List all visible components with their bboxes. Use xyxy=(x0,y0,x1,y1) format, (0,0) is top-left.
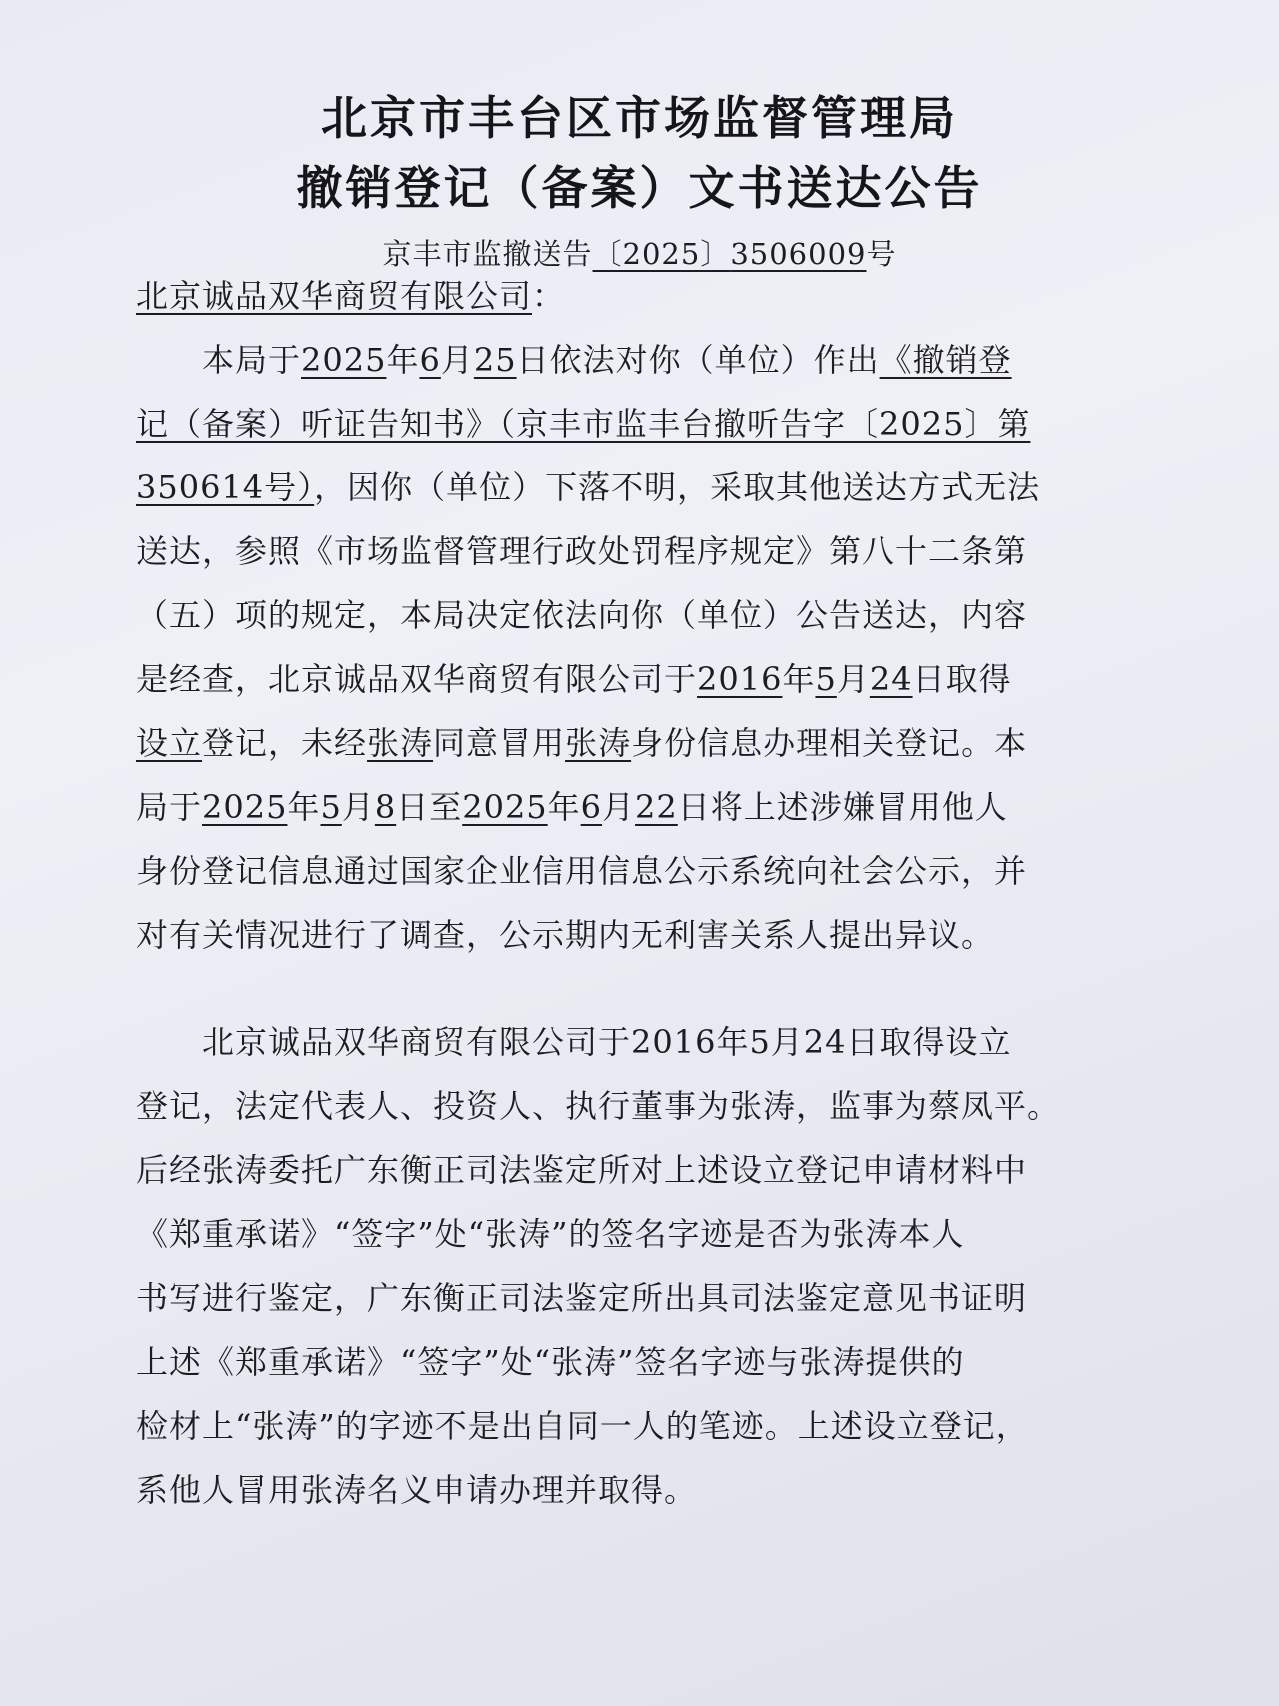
document-number-ref: 350614号） xyxy=(136,468,315,506)
para2-line-7: 检材上“张涛”的字迹不是出自同一人的笔迹。上述设立登记， xyxy=(136,1407,1029,1445)
text-run: 年 xyxy=(287,788,321,826)
page-title-line-1: 北京市丰台区市场监督管理局 xyxy=(321,91,958,145)
date-month: 5 xyxy=(320,788,342,826)
date-day: 22 xyxy=(635,788,678,826)
text-run: 登记，未经 xyxy=(202,724,368,762)
para1-line-8 xyxy=(136,787,1146,827)
document-number xyxy=(0,232,1279,273)
date-day: 25 xyxy=(473,341,517,379)
text-run: ，因你（单位）下落不明，采取其他送达方式无法 xyxy=(314,468,1041,506)
para1-line-1 xyxy=(202,340,1146,380)
person-name: 张涛 xyxy=(367,724,434,762)
text-run: 是经查，北京诚品双华商贸有限公司于 xyxy=(136,660,698,698)
registration-type: 设立 xyxy=(136,724,203,762)
text-run: 月 xyxy=(341,788,375,826)
date-month: 5 xyxy=(815,660,837,698)
date-year: 2025 xyxy=(202,788,288,826)
text-run: 日将上述涉嫌冒用他人 xyxy=(677,788,1008,826)
para1-line-2: 记（备案）听证告知书》（京丰市监丰台撤听告字〔2025〕第 xyxy=(136,405,1031,443)
text-run: 日依法对你（单位）作出 xyxy=(516,341,880,379)
para1-line-10: 对有关情况进行了调查，公示期内无利害关系人提出异议。 xyxy=(136,916,995,954)
para2-line-6: 上述《郑重承诺》“签字”处“张涛”签名字迹与张涛提供的 xyxy=(136,1343,965,1381)
para2-line-2: 登记，法定代表人、投资人、执行董事为张涛，监事为蔡凤平。 xyxy=(136,1087,1061,1125)
para1-line-7 xyxy=(136,723,1146,763)
date-day: 8 xyxy=(374,788,397,826)
para2-line-4: 《郑重承诺》“签字”处“张涛”的签名字迹是否为张涛本人 xyxy=(136,1215,965,1253)
text-run: 同意冒用 xyxy=(433,724,566,762)
text-run: 本局于 xyxy=(202,341,302,379)
text-run: 月 xyxy=(602,788,636,826)
para1-line-3 xyxy=(136,467,1146,507)
text-run: 年 xyxy=(782,660,816,698)
text-run: 月 xyxy=(440,341,474,379)
para1-line-9: 身份登记信息通过国家企业信用信息公示系统向社会公示，并 xyxy=(136,852,1028,890)
text-run: 局于 xyxy=(136,788,203,826)
para2-line-3: 后经张涛委托广东衡正司法鉴定所对上述设立登记申请材料中 xyxy=(136,1151,1028,1189)
para1-line-4: 送达，参照《市场监督管理行政处罚程序规定》第八十二条第 xyxy=(136,532,1028,570)
text-run: 年 xyxy=(547,788,581,826)
para1-line-5: （五）项的规定，本局决定依法向你（单位）公告送达，内容 xyxy=(136,596,1028,634)
para2-line-5: 书写进行鉴定，广东衡正司法鉴定所出具司法鉴定意见书证明 xyxy=(136,1279,1028,1317)
addressee-name: 北京诚品双华商贸有限公司 xyxy=(136,277,533,315)
date-month: 6 xyxy=(419,341,441,379)
text-run: 年 xyxy=(386,341,420,379)
addressee-line xyxy=(136,276,1146,316)
doc-number-value: 3506009 xyxy=(730,237,867,271)
text-run: 身份信息办理相关登记。本 xyxy=(631,724,1028,762)
doc-number-suffix: 号 xyxy=(866,237,897,271)
person-name: 张涛 xyxy=(565,724,632,762)
doc-number-year: 〔2025〕 xyxy=(592,237,731,271)
addressee-colon: ： xyxy=(532,277,566,315)
para1-line-6 xyxy=(136,659,1146,699)
para2-line-8: 系他人冒用张涛名义申请办理并取得。 xyxy=(136,1471,698,1509)
text-run: 日至 xyxy=(396,788,463,826)
page-title-line-2: 撤销登记（备案）文书送达公告 xyxy=(296,161,983,215)
date-month: 6 xyxy=(580,788,603,826)
text-run: 日取得 xyxy=(912,660,1012,698)
date-day: 24 xyxy=(869,660,913,698)
date-year: 2016 xyxy=(697,660,783,698)
para2-line-1: 北京诚品双华商贸有限公司于2016年5月24日取得设立 xyxy=(202,1023,1012,1061)
doc-number-prefix: 京丰市监撤送告 xyxy=(382,237,593,271)
text-run: 月 xyxy=(836,660,870,698)
date-year: 2025 xyxy=(462,788,548,826)
document-title-ref: 《撤销登 xyxy=(879,341,1012,379)
date-year: 2025 xyxy=(301,341,387,379)
